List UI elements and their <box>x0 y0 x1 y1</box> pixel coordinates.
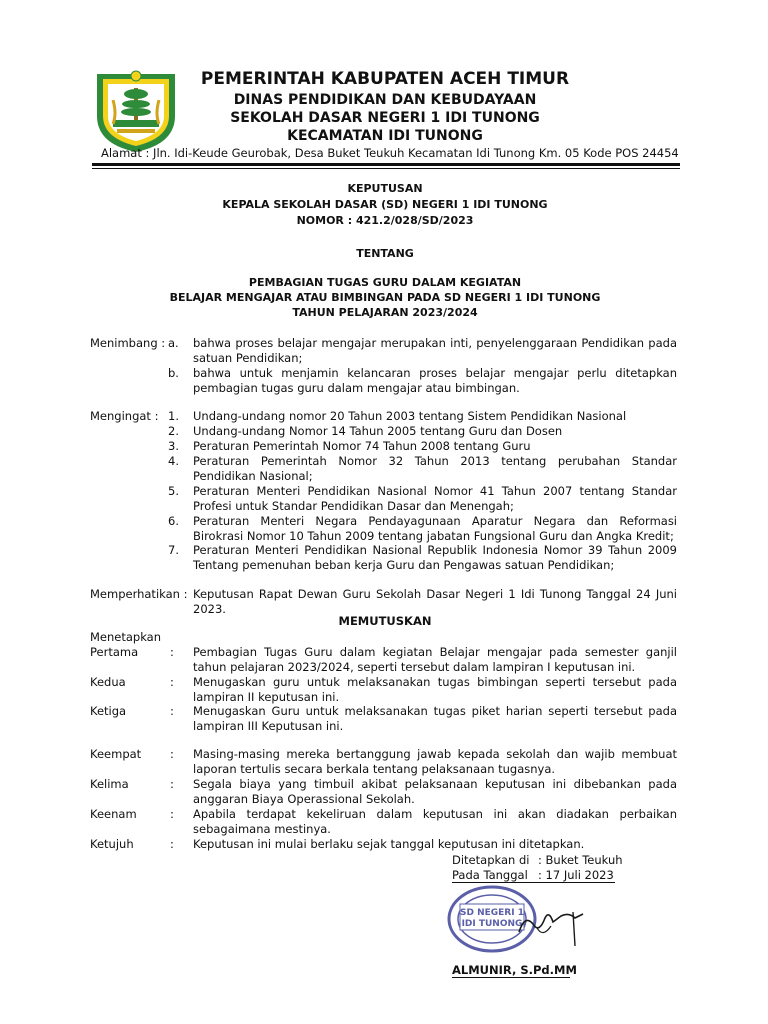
decision-colon: : <box>170 675 174 689</box>
menetapkan-label: Menetapkan <box>90 630 162 644</box>
memperhatikan-label: Memperhatikan : <box>90 587 188 601</box>
date-value: : 17 Juli 2023 <box>538 868 614 882</box>
place-label: Ditetapkan di <box>452 853 530 867</box>
header-government: PEMERINTAH KABUPATEN ACEH TIMUR <box>200 69 570 89</box>
menimbang-text: bahwa proses belajar mengajar merupakan inti, penyelenggaraan Pendidikan pada satuan Pendidikan; <box>193 336 677 365</box>
header-department: DINAS PENDIDIKAN DAN KEBUDAYAAN <box>233 92 537 108</box>
mengingat-num: 4. <box>168 454 179 468</box>
doc-issuer: KEPALA SEKOLAH DASAR (SD) NEGERI 1 IDI TUNONG <box>222 198 548 211</box>
mengingat-text: Undang-undang nomor 20 Tahun 2003 tentang Sistem Pendidikan Nasional <box>193 409 627 423</box>
mengingat-text: Undang-undang Nomor 14 Tahun 2005 tentang Guru dan Dosen <box>193 424 563 438</box>
header-district: KECAMATAN IDI TUNONG <box>287 128 483 144</box>
decision-label: Kedua <box>90 675 126 689</box>
date-underline <box>452 882 615 883</box>
menimbang-label: Menimbang : <box>90 336 166 350</box>
memperhatikan-text: Keputusan Rapat Dewan Guru Sekolah Dasar Negeri 1 Idi Tunong Tanggal 24 Juni 2023. <box>193 587 677 616</box>
header-school: SEKOLAH DASAR NEGERI 1 IDI TUNONG <box>230 110 540 126</box>
mengingat-num: 5. <box>168 484 179 498</box>
decision-label: Ketiga <box>90 704 127 718</box>
decision-label: Ketujuh <box>90 837 134 851</box>
decision-label: Pertama <box>90 645 139 659</box>
decision-text: Keputusan ini mulai berlaku sejak tanggal keputusan ini ditetapkan. <box>193 837 585 851</box>
mengingat-num: 3. <box>168 439 179 453</box>
memutuskan-heading: MEMUTUSKAN <box>338 614 432 628</box>
mengingat-num: 1. <box>168 409 179 423</box>
mengingat-text: Peraturan Menteri Pendidikan Nasional Nomor 41 Tahun 2007 tentang Standar Profesi untuk Standar Pendidikan Dasar dan Menengah; <box>193 484 677 513</box>
signer-name: ALMUNIR, S.Pd.MM <box>452 963 577 977</box>
doc-about: TENTANG <box>356 247 414 260</box>
doc-number: NOMOR : 421.2/028/SD/2023 <box>296 214 474 227</box>
decision-colon: : <box>170 704 174 718</box>
decision-text: Menugaskan guru untuk melaksanakan tugas bimbingan seperti tersebut pada lampiran II keputusan ini. <box>193 675 677 704</box>
decision-text: Masing-masing mereka bertanggung jawab kepada sekolah dan wajib membuat laporan tertulis secara berkala tentang pelaksanaan tugasnya. <box>193 747 677 776</box>
handwritten-signature <box>515 902 590 950</box>
mengingat-text: Peraturan Pemerintah Nomor 74 Tahun 2008 tentang Guru <box>193 439 531 453</box>
decision-label: Kelima <box>90 777 129 791</box>
menimbang-num: b. <box>168 366 179 380</box>
doc-title: KEPUTUSAN <box>347 182 423 195</box>
decision-colon: : <box>170 747 174 761</box>
mengingat-num: 7. <box>168 543 179 557</box>
mengingat-text: Peraturan Menteri Negara Pendayagunaan Aparatur Negara dan Reformasi Birokrasi Nomor 10 Tahun 2009 tentang jabatan Fungsional Guru dan Angka Kredit; <box>193 514 677 543</box>
decision-label: Keenam <box>90 807 137 821</box>
doc-subject-line2: BELAJAR MENGAJAR ATAU BIMBINGAN PADA SD NEGERI 1 IDI TUNONG <box>169 291 601 304</box>
mengingat-text: Peraturan Menteri Pendidikan Nasional Republik Indonesia Nomor 39 Tahun 2009 Tentang pemenuhan beban kerja Guru dan Pengawas satuan Pendidikan; <box>193 543 677 572</box>
doc-subject-line3: TAHUN PELAJARAN 2023/2024 <box>292 306 478 319</box>
decision-colon: : <box>170 807 174 821</box>
mengingat-num: 2. <box>168 424 179 438</box>
mengingat-label: Mengingat : <box>90 409 159 423</box>
place-value: : Buket Teukuh <box>538 853 623 867</box>
decision-label: Keempat <box>90 747 142 761</box>
decision-text: Menugaskan Guru untuk melaksanakan tugas piket harian seperti tersebut pada lampiran III Keputusan ini. <box>193 704 677 733</box>
decision-colon: : <box>170 837 174 851</box>
menimbang-num: a. <box>168 336 179 350</box>
signer-name-underline <box>452 977 570 978</box>
menimbang-text: bahwa untuk menjamin kelancaran proses belajar mengajar perlu ditetapkan pembagian tugas guru dalam mengajar atau bimbingan. <box>193 366 677 395</box>
doc-subject-line1: PEMBAGIAN TUGAS GURU DALAM KEGIATAN <box>248 276 522 289</box>
decision-colon: : <box>170 777 174 791</box>
decision-colon: : <box>170 645 174 659</box>
stamp-line1: SD NEGERI 1 <box>460 908 524 918</box>
decision-text: Segala biaya yang timbuil akibat pelaksanaan keputusan ini dibebankan pada anggaran Biaya Operassional Sekolah. <box>193 777 677 806</box>
date-label: Pada Tanggal <box>452 868 528 882</box>
header-address: Alamat : Jln. Idi-Keude Geurobak, Desa Buket Teukuh Kecamatan Idi Tunong Km. 05 Kode POS 24454 <box>101 146 679 160</box>
decision-text: Apabila terdapat kekeliruan dalam keputusan ini akan diadakan perbaikan sebagaimana mestinya. <box>193 807 677 836</box>
header-rule-thick <box>92 163 680 166</box>
mengingat-num: 6. <box>168 514 179 528</box>
mengingat-text: Peraturan Pemerintah Nomor 32 Tahun 2013 tentang perubahan Standar Pendidikan Nasional; <box>193 454 677 483</box>
decision-text: Pembagian Tugas Guru dalam kegiatan Belajar mengajar pada semester ganjil tahun pelajaran 2023/2024, seperti tersebut dalam lampiran I keputusan ini. <box>193 645 677 674</box>
header-rule-thin <box>92 168 680 169</box>
stamp-line2: IDI TUNONG <box>461 919 523 929</box>
